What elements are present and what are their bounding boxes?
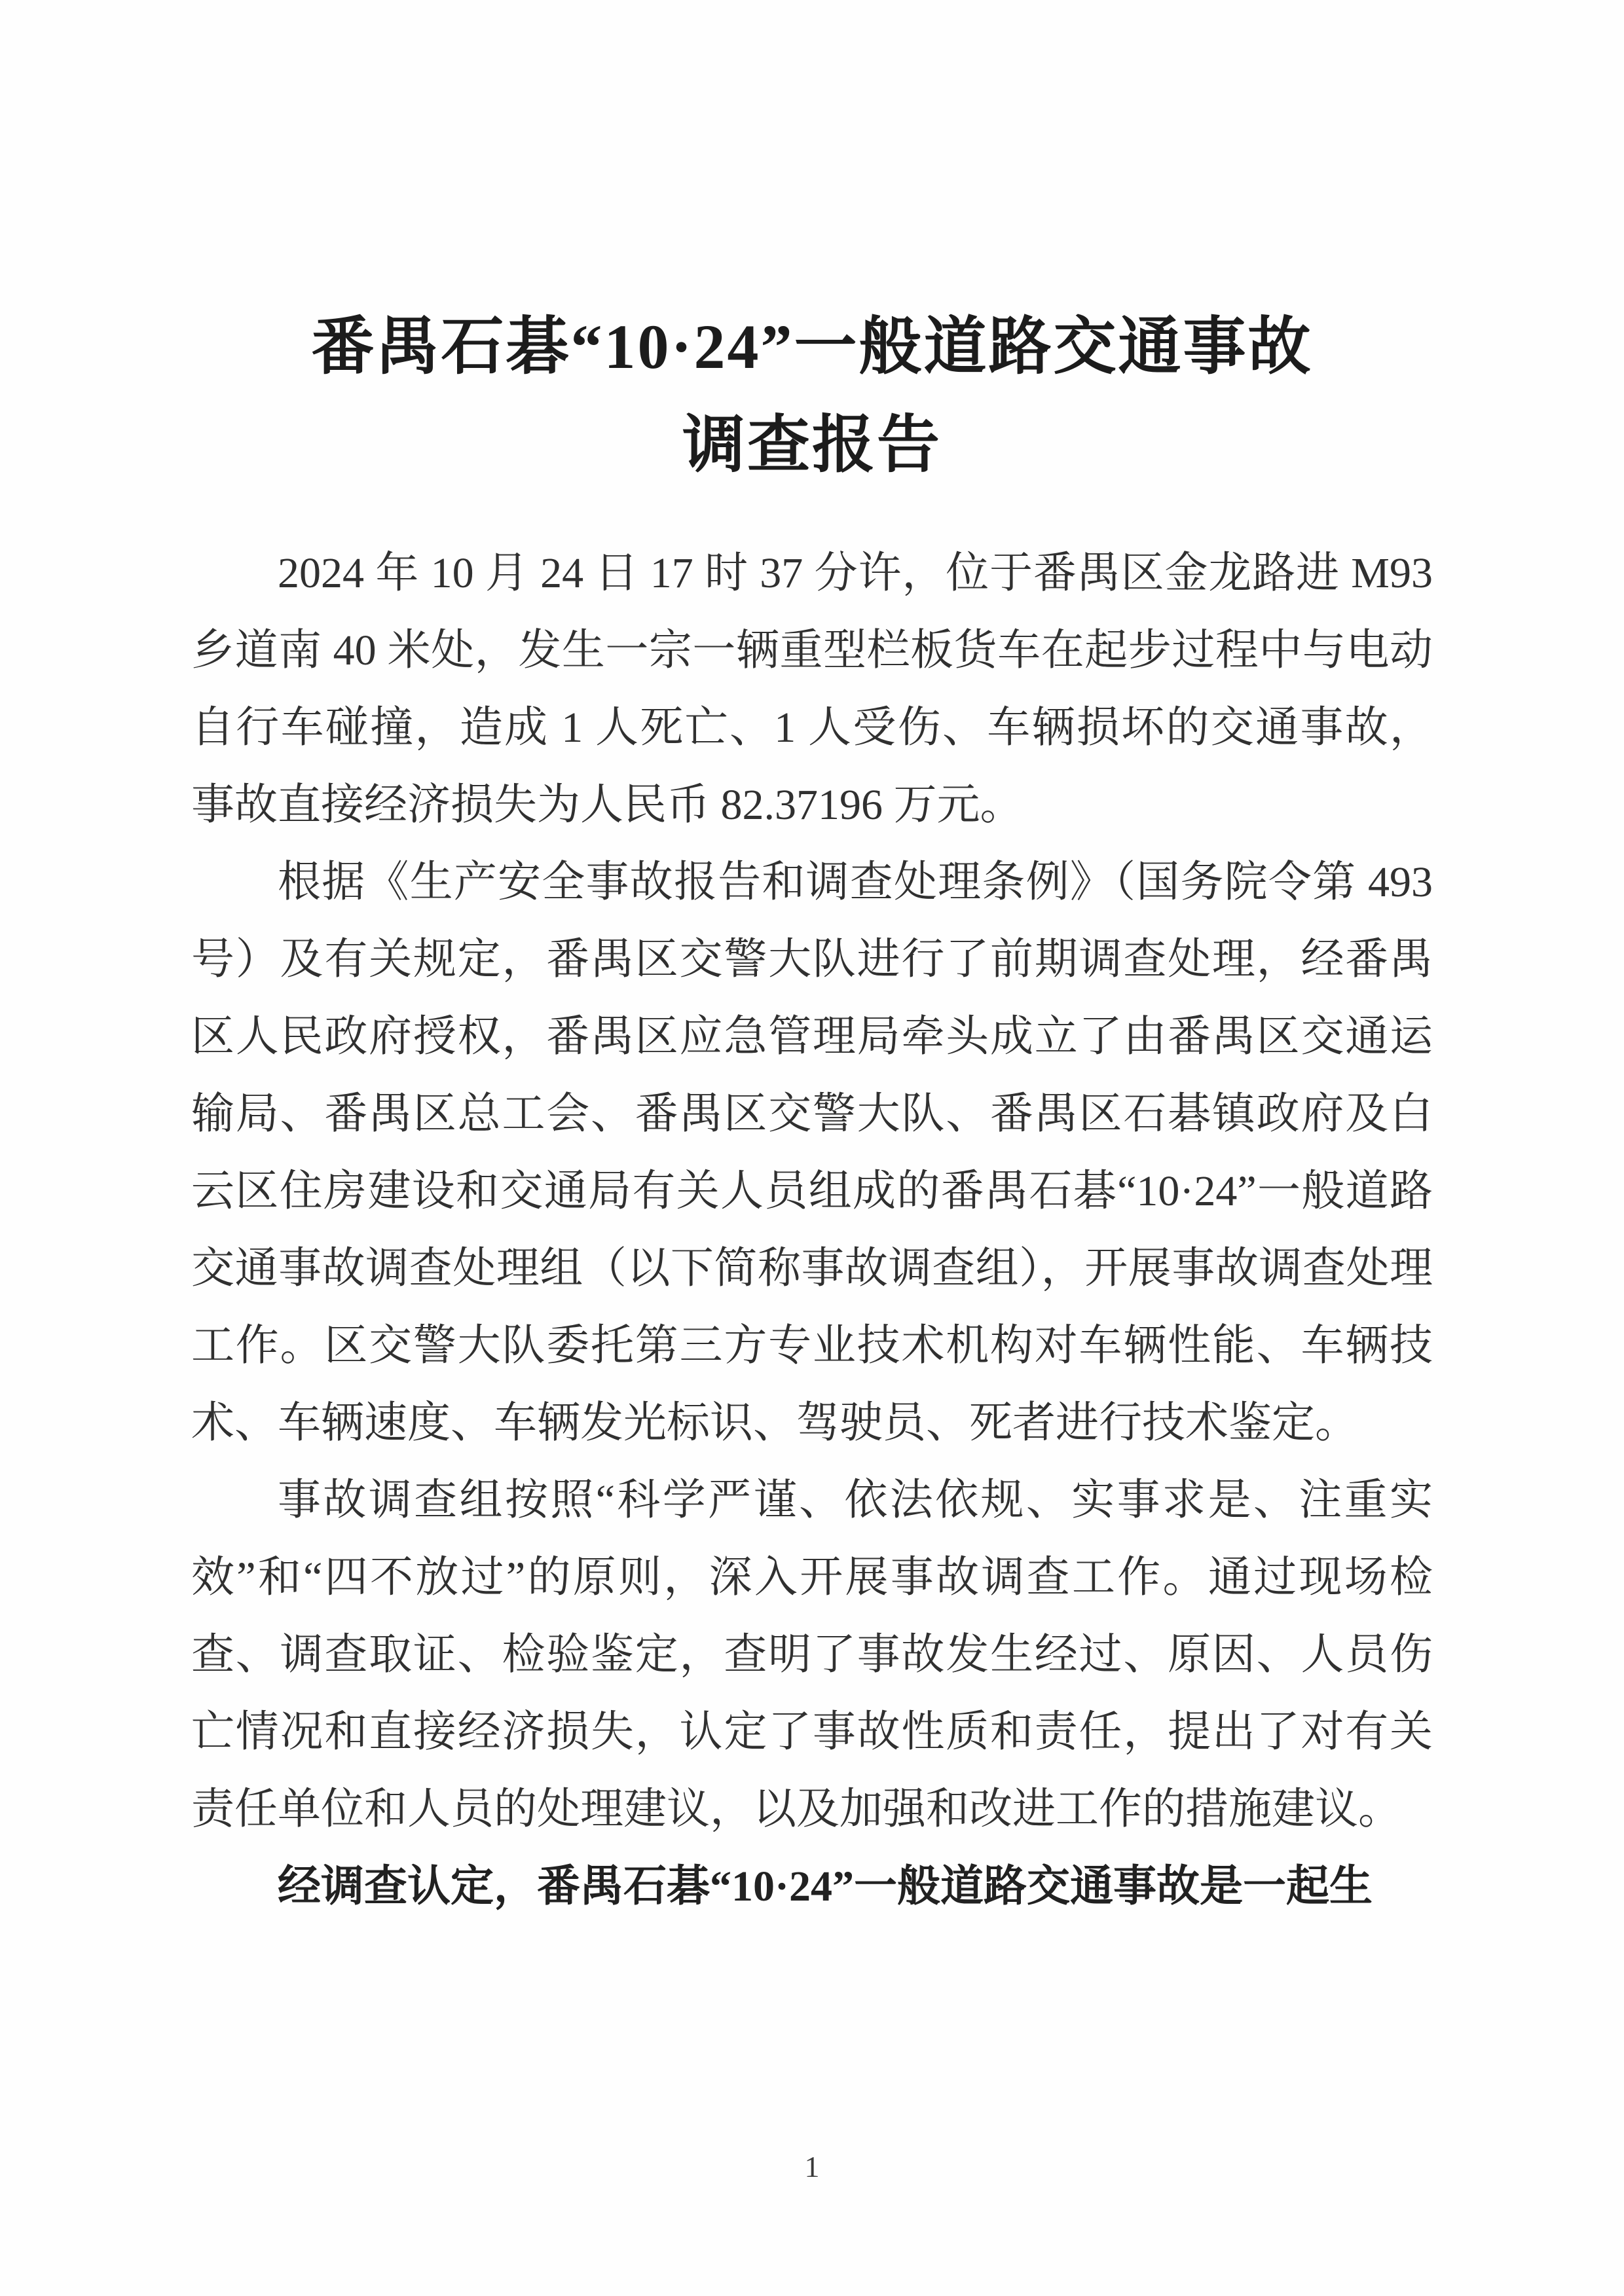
- report-title-line1: 番禺石碁“10·24”一般道路交通事故: [311, 312, 1313, 382]
- paragraph-investigation-team-formation: 根据《生产安全事故报告和调查处理条例》（国务院令第 493 号）及有关规定，番禺区交警大队进行了前期调查处理，经番禺区人民政府授权，番禺区应急管理局牵头成立了由番禺区交通运输局、番禺区总工会、番禺区交警大队、番禺区石碁镇政府及白云区住房建设和交通局有关人员组成的番禺石碁“10·24”一般道路交通事故调查处理组（以下简称事故调查组），开展事故调查处理工作。区交警大队委托第三方专业技术机构对车辆性能、车辆技术、车辆速度、车辆发光标识、驾驶员、死者进行技术鉴定。: [191, 858, 1433, 1447]
- report-title-line2: 调查报告: [682, 410, 942, 480]
- paragraph-findings-lead: 经调查认定，番禺石碁“10·24”一般道路交通事故是一起生: [278, 1863, 1373, 1910]
- page-number: 1: [804, 2150, 820, 2183]
- paragraph-investigation-process: 事故调查组按照“科学严谨、依法依规、实事求是、注重实效”和“四不放过”的原则，深入开展事故调查工作。通过现场检查、调查取证、检验鉴定，查明了事故发生经过、原因、人员伤亡情况和直接经济损失，认定了事故性质和责任，提出了对有关责任单位和人员的处理建议，以及加强和改进工作的措施建议。: [191, 1476, 1433, 1833]
- report-title: [191, 298, 1433, 494]
- paragraph-accident-overview: 2024 年 10 月 24 日 17 时 37 分许，位于番禺区金龙路进 M93 乡道南 40 米处，发生一宗一辆重型栏板货车在起步过程中与电动自行车碰撞，造成 1 人死亡、1 人受伤、车辆损坏的交通事故，事故直接经济损失为人民币 82.37196 万元。: [191, 549, 1433, 829]
